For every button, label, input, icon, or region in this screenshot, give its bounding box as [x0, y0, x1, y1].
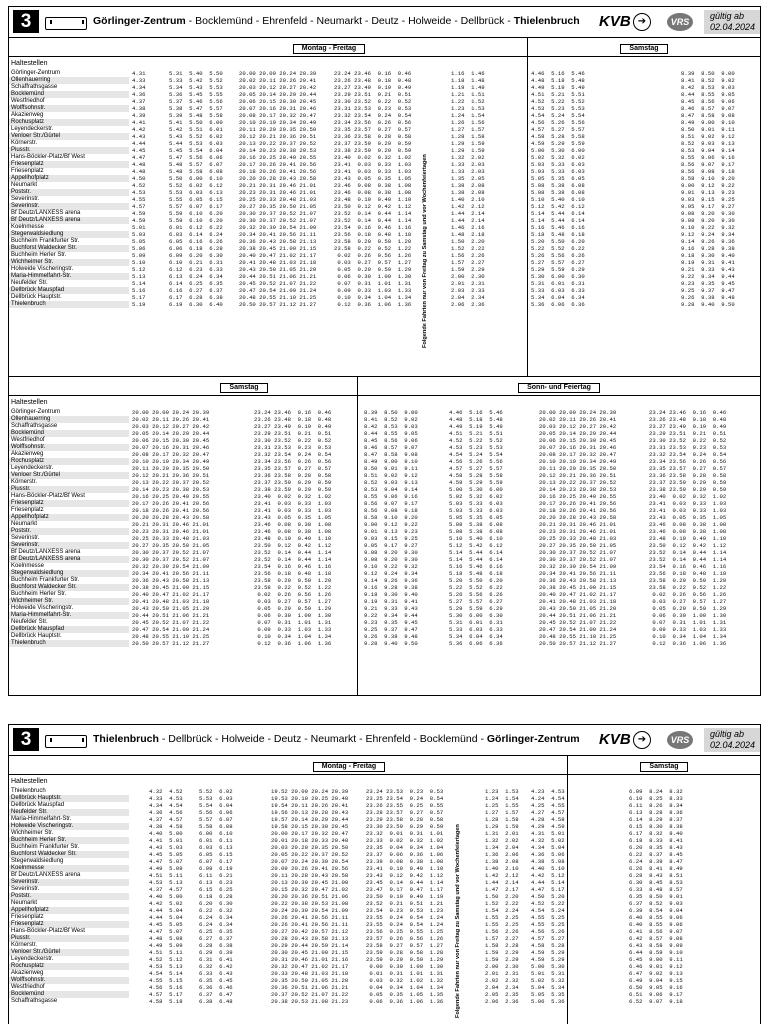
stop-name: Appellhofplatz	[11, 175, 49, 181]
stop-name: Friesenplatz	[11, 914, 44, 920]
tram-icon	[45, 17, 87, 30]
stop-name: Buchheim Herler Str.	[11, 252, 67, 258]
route-origin-2: Thielenbruch	[93, 733, 159, 745]
timetable-sheet-outbound	[8, 6, 761, 696]
stops-heading-3: Haltestellen	[11, 778, 48, 785]
stop-name: Neumarkt	[11, 182, 38, 188]
vrs-logo-2: VRS	[667, 731, 693, 749]
stop-name: Thielenbruch	[11, 788, 46, 794]
stop-name: Thielenbruch	[11, 640, 46, 646]
stop-name: Stegerwaldsiedlung	[11, 231, 64, 237]
stop-name: Severinstr.	[11, 886, 40, 892]
section-weekend	[9, 376, 760, 695]
stop-name: Maria-Himmelfahrt-Str.	[11, 816, 72, 822]
vertical-note: Folgende Fahrten nur von Freitag zu Samstag und vor Wochenfeiertagen	[422, 154, 428, 348]
timetable-sheet-inbound	[8, 724, 761, 1024]
stop-name: Bocklemünd	[11, 91, 45, 97]
stop-name: Severinstr.	[11, 535, 40, 541]
stop-name: Dellbrück Mauspfad	[11, 802, 65, 808]
stop-name: Maria-Himmelfahrt-Str.	[11, 273, 72, 279]
validity-box-2	[704, 728, 760, 752]
stop-name: Wolffsohnstr.	[11, 105, 46, 111]
times-col-s4: 4.46 5.16 5.46 4.48 5.18 5.48 4.49 5.19 5.49 4.51 5.21 5.51 4.52 5.22 5.52 4.53 5.23 5.53 4.54 5.24 5.54 4.56 5.26 5.56 4.57 5.27 5.57 4.58 5.28 5.58 4.59 5.29 5.59 5.00 5.30 6.00 5.02 5.32 6.02 5.03 5.33 6.03 5.03 5.33 6.03 5.05 5.35 6.05 5.08 5.38 6.08 5.08 5.38 6.08 5.10 5.40 6.10 5.12 5.42 6.12 5.14 5.44 6.14 5.14 5.44 6.14 5.16 5.46 6.16 5.18 5.48 6.18 5.20 5.50 6.20 5.22 5.52 6.22 5.26 5.56 6.26 5.27 5.57 6.27 5.29 5.59 6.29 5.30 6.00 6.30 5.31 6.01 6.31 5.33 6.03 6.33 5.34 6.04 6.34 5.36 6.06 6.36	[449, 409, 503, 647]
times-col-s2: 23.24 23.46 0.16 0.46 23.26 23.48 0.18 0.48 23.27 23.49 0.19 0.49 23.29 23.51 0.21 0.51 23.30 23.52 0.22 0.52 23.31 23.53 0.23 0.53 23.32 23.54 0.24 0.54 23.34 23.56 0.26 0.56 23.35 23.57 0.27 0.57 23.36 23.58 0.28 0.58 23.37 23.59 0.29 0.59 23.38 23.59 0.29 0.59 23.40 0.02 0.32 1.02 23.41 0.03 0.33 1.03 23.41 0.03 0.33 1.03 23.43 0.05 0.35 1.05 23.46 0.08 0.38 1.08 23.46 0.08 0.38 1.08 23.48 0.10 0.40 1.10 23.50 0.12 0.42 1.12 23.52 0.14 0.44 1.14 23.52 0.14 0.44 1.14 23.54 0.16 0.46 1.16 23.56 0.18 0.48 1.18 23.58 0.20 0.50 1.20 23.58 0.22 0.52 1.22 0.02 0.26 0.56 1.26 0.03 0.27 0.57 1.27 0.05 0.29 0.59 1.29 0.06 0.30 1.00 1.30 0.07 0.31 1.01 1.31 0.09 0.33 1.03 1.33 0.10 0.34 1.04 1.34 0.12 0.36 1.06 1.36	[254, 409, 332, 647]
stop-name: Friesenplatz	[11, 168, 44, 174]
header-weekday-2: Montag - Freitag	[129, 762, 569, 772]
stop-name: Leyendeckerstr.	[11, 465, 54, 471]
header-saturday-3: Samstag	[569, 762, 759, 772]
stop-name: Körnerstr.	[11, 942, 38, 948]
stop-name: Görlinger-Zentrum	[11, 409, 61, 415]
times-col-7: 8.39 8.50 9.00 8.41 8.52 9.02 8.42 8.53 9.03 8.44 8.55 9.05 8.45 8.56 9.06 8.46 8.57 9.07 8.47 8.58 9.08 8.49 9.00 9.10 8.50 9.01 9.11 8.51 9.02 9.12 8.52 9.03 9.13 8.53 9.04 9.14 8.55 9.06 9.16 8.56 9.07 9.17 8.56 9.08 9.18 8.58 9.10 9.20 9.00 9.12 9.22 9.01 9.13 9.23 9.03 9.15 9.25 9.05 9.17 9.27 9.08 9.20 9.30 9.08 9.20 9.30 9.10 9.22 9.32 9.12 9.24 9.34 9.14 9.26 9.36 9.16 9.28 9.38 9.18 9.30 9.40 9.19 9.31 9.41 9.21 9.33 9.43 9.22 9.34 9.44 9.23 9.35 9.45 9.25 9.37 9.47 9.26 9.38 9.48 9.28 9.40 9.50	[681, 70, 735, 308]
section-weekday	[9, 38, 760, 376]
stop-name: Akazienweg	[11, 112, 44, 118]
stop-name: Akazienweg	[11, 451, 44, 457]
stop-name: Holweide Vischeringstr.	[11, 605, 74, 611]
stop-name: Wichheimer Str.	[11, 598, 54, 604]
stop-name: Akazienweg	[11, 970, 44, 976]
times-col-s1: 20.00 20.09 20.24 20.39 20.02 20.11 20.26 20.41 20.03 20.12 20.27 20.42 20.05 20.14 20.29 20.44 20.06 20.15 20.30 20.45 20.07 20.16 20.31 20.46 20.08 20.17 20.32 20.47 20.10 20.19 20.34 20.49 20.11 20.20 20.35 20.50 20.12 20.21 20.36 20.51 20.13 20.22 20.37 20.52 20.14 20.23 20.38 20.53 20.16 20.25 20.40 20.55 20.17 20.26 20.41 20.56 20.18 20.26 20.41 20.56 20.20 20.28 20.43 20.58 20.21 20.31 20.46 21.01 20.23 20.31 20.46 21.01 20.25 20.33 20.48 21.03 20.27 20.35 20.50 21.05 20.30 20.37 20.52 21.07 20.30 20.37 20.52 21.07 20.32 20.39 20.54 21.09 20.34 20.41 20.56 21.11 20.36 20.43 20.58 21.13 20.38 20.45 21.00 21.15 20.40 20.47 21.02 21.17 20.41 20.48 21.03 21.18 20.43 20.50 21.05 21.20 20.44 20.51 21.06 21.21 20.45 20.52 21.07 21.22 20.47 20.54 21.09 21.24 20.48 20.55 21.10 21.25 20.50 20.57 21.12 21.27	[132, 409, 210, 647]
times-col-s5: 20.00 20.09 20.24 20.39 20.02 20.11 20.26 20.41 20.03 20.12 20.27 20.42 20.05 20.14 20.29 20.44 20.06 20.15 20.30 20.45 20.07 20.16 20.31 20.46 20.08 20.17 20.32 20.47 20.10 20.19 20.34 20.49 20.11 20.20 20.35 20.50 20.12 20.21 20.36 20.51 20.13 20.22 20.37 20.52 20.14 20.23 20.38 20.53 20.16 20.25 20.40 20.55 20.17 20.26 20.41 20.56 20.18 20.26 20.41 20.56 20.20 20.28 20.43 20.58 20.21 20.31 20.46 21.01 20.23 20.31 20.46 21.01 20.25 20.33 20.48 21.03 20.27 20.35 20.50 21.05 20.30 20.37 20.52 21.07 20.30 20.37 20.52 21.07 20.32 20.39 20.54 21.09 20.34 20.41 20.56 21.11 20.36 20.43 20.58 21.13 20.38 20.45 21.00 21.15 20.40 20.47 21.02 21.17 20.41 20.48 21.03 21.18 20.43 20.50 21.05 21.20 20.44 20.51 21.06 21.21 20.45 20.52 21.07 21.22 20.47 20.54 21.09 21.24 20.48 20.55 21.10 21.25 20.50 20.57 21.12 21.27	[539, 409, 617, 647]
stop-name: Holweide Vischeringstr.	[11, 823, 74, 829]
route-via: - Bocklemünd - Ehrenfeld - Neumarkt - Deutz - Holweide - Dellbrück -	[185, 15, 514, 27]
stop-name: Holweide Vischeringstr.	[11, 266, 74, 272]
stop-name: Westfriedhof	[11, 98, 45, 104]
stop-name: Neumarkt	[11, 521, 38, 527]
validity-date-2: 02.04.2024	[710, 740, 756, 750]
times-col-b3: 19.52 20.09 20.24 20.39 19.53 20.10 20.25 20.40 19.54 20.11 20.26 20.41 19.56 20.13 20.28 20.43 19.57 20.14 20.29 20.44 19.58 20.15 20.30 20.45 20.00 20.17 20.32 20.47 20.01 20.18 20.33 20.48 20.03 20.20 20.35 20.50 20.05 20.22 20.37 20.52 20.07 20.24 20.39 20.54 20.09 20.26 20.41 20.56 20.11 20.28 20.43 20.58 20.13 20.30 20.45 21.00 20.15 20.32 20.47 21.02 20.20 20.36 20.51 21.06 20.22 20.38 20.53 21.08 20.24 20.39 20.54 21.09 20.26 20.41 20.56 21.11 20.26 20.41 20.56 21.11 20.27 20.42 20.57 21.12 20.28 20.43 20.58 21.13 20.29 20.44 20.59 21.14 20.30 20.45 21.00 21.15 20.31 20.46 21.01 21.16 20.32 20.47 21.02 21.17 20.33 20.48 21.03 21.18 20.35 20.50 21.05 21.20 20.36 20.51 21.06 21.21 20.37 20.52 21.07 21.22 20.38 20.53 21.08 21.23	[271, 788, 349, 1005]
stop-name: Stegerwaldsiedlung	[11, 570, 64, 576]
kvb-logo-2: KVB	[599, 731, 631, 748]
stop-name: Körnerstr.	[11, 479, 38, 485]
stop-name: Westfriedhof	[11, 437, 45, 443]
stop-name: Dellbrück Hauptstr.	[11, 294, 62, 300]
stop-name: Hans-Böckler-Platz/Bf West	[11, 154, 85, 160]
stop-name: Bf Deutz/LANXESS arena	[11, 549, 81, 555]
stop-name: Hans-Böckler-Platz/Bf West	[11, 928, 85, 934]
stop-name: Görlinger-Zentrum	[11, 70, 61, 76]
stop-name: Neufelder Str.	[11, 619, 48, 625]
stop-name: Wolffsohnstr.	[11, 977, 46, 983]
times-col-b4: 23.24 23.53 0.23 0.53 23.25 23.54 0.24 0.54 23.26 23.55 0.25 0.55 23.28 23.57 0.27 0.57 23.29 23.58 0.28 0.58 23.30 23.59 0.29 0.59 23.32 0.01 0.31 1.01 23.33 0.02 0.32 1.02 23.35 0.04 0.34 1.04 23.37 0.06 0.36 1.06 23.39 0.08 0.38 1.08 23.41 0.10 0.40 1.10 23.43 0.12 0.42 1.12 23.45 0.14 0.44 1.14 23.47 0.17 0.47 1.17 23.50 0.19 0.49 1.19 23.52 0.21 0.51 1.21 23.54 0.23 0.53 1.23 23.55 0.24 0.54 1.24 23.55 0.24 0.54 1.24 23.56 0.25 0.55 1.25 23.57 0.26 0.56 1.26 23.58 0.27 0.57 1.27 23.59 0.28 0.58 1.28 23.59 0.29 0.59 1.29 0.00 0.30 1.00 1.30 0.01 0.31 1.01 1.31 0.03 0.32 1.02 1.32 0.04 0.34 1.04 1.34 0.05 0.35 1.05 1.35 0.06 0.36 1.06 1.36	[366, 788, 444, 1005]
route-via-2: - Dellbrück - Holweide - Deutz - Neumarkt - Ehrenfeld - Bocklemünd -	[158, 733, 487, 745]
route-title	[93, 15, 580, 27]
stop-name: Neufelder Str.	[11, 280, 48, 286]
stop-name: Dellbrück Hauptstr.	[11, 633, 62, 639]
stop-name: Friesenplatz	[11, 161, 44, 167]
stop-name: Dellbrück Mauspfad	[11, 287, 65, 293]
sheet-header-2	[9, 725, 760, 756]
stop-name: Wolffsohnstr.	[11, 444, 46, 450]
stop-name: Stegerwaldsiedlung	[11, 858, 64, 864]
arrow-right-icon-2: ➔	[633, 731, 651, 749]
times-col-b7: 6.09 8.24 8.32 6.10 8.25 8.33 6.11 8.26 8.34 6.13 8.28 8.36 6.14 8.29 8.37 6.15 8.30 8.38 6.17 8.32 8.40 6.18 8.33 8.41 6.20 8.35 8.43 6.22 8.37 8.45 6.24 8.39 8.47 6.26 8.41 8.49 6.28 8.43 8.51 6.30 8.45 8.53 6.33 8.48 8.57 6.35 8.50 9.01 6.37 8.52 9.03 6.39 8.54 9.04 6.40 8.55 9.06 6.40 8.55 9.06 6.41 8.56 9.07 6.42 8.57 9.08 6.43 8.58 9.09 6.44 8.59 9.10 6.45 9.00 9.11 6.46 9.01 9.12 6.47 9.02 9.13 6.49 9.04 9.15 6.50 9.05 9.16 6.51 9.06 9.17 6.52 9.07 9.18	[629, 788, 683, 1005]
stop-name: Bf Deutz/LANXESS arena	[11, 872, 81, 878]
stop-name: Ollenhauerring	[11, 416, 51, 422]
times-col-s6: 23.24 23.46 0.16 0.46 23.26 23.48 0.18 0.48 23.27 23.49 0.19 0.49 23.29 23.51 0.21 0.51 23.30 23.52 0.22 0.52 23.31 23.53 0.23 0.53 23.32 23.54 0.24 0.54 23.34 23.56 0.26 0.56 23.35 23.57 0.27 0.57 23.36 23.58 0.28 0.58 23.37 23.59 0.29 0.59 23.38 23.59 0.29 0.59 23.40 0.02 0.32 1.02 23.41 0.03 0.33 1.03 23.41 0.03 0.33 1.03 23.43 0.05 0.35 1.05 23.46 0.08 0.38 1.08 23.46 0.08 0.38 1.08 23.48 0.10 0.40 1.10 23.50 0.12 0.42 1.12 23.52 0.14 0.44 1.14 23.52 0.14 0.44 1.14 23.54 0.16 0.46 1.16 23.56 0.18 0.48 1.18 23.58 0.20 0.50 1.20 23.58 0.22 0.52 1.22 0.02 0.26 0.56 1.26 0.03 0.27 0.57 1.27 0.05 0.29 0.59 1.29 0.06 0.30 1.00 1.30 0.07 0.31 1.01 1.31 0.09 0.33 1.03 1.33 0.10 0.34 1.04 1.34 0.12 0.36 1.06 1.36	[649, 409, 727, 647]
stop-name: Severinstr.	[11, 203, 40, 209]
stop-name: Appellhofplatz	[11, 907, 49, 913]
route-destination-2: Görlinger-Zentrum	[486, 733, 580, 745]
stop-name: Neufelder Str.	[11, 809, 48, 815]
stop-name: Leyendeckerstr.	[11, 126, 54, 132]
stop-name: Neumarkt	[11, 900, 38, 906]
kvb-logo: KVB	[599, 13, 631, 30]
stop-name: Piusstr.	[11, 147, 31, 153]
stop-name: Poststr.	[11, 189, 32, 195]
stops-heading: Haltestellen	[11, 60, 48, 67]
stop-name: Buchheim Frankfurter Str.	[11, 238, 80, 244]
header-weekday: Montag - Freitag	[129, 44, 529, 54]
stop-name: Venloer Str./Gürtel	[11, 133, 61, 139]
stop-name: Bf Deutz/LANXESS arena	[11, 210, 81, 216]
times-col-3: 20.00 20.09 20.24 20.39 20.02 20.11 20.26 20.41 20.03 20.12 20.27 20.42 20.05 20.14 20.29 20.44 20.06 20.15 20.30 20.45 20.07 20.16 20.31 20.46 20.08 20.17 20.32 20.47 20.10 20.19 20.34 20.49 20.11 20.20 20.35 20.50 20.12 20.21 20.36 20.51 20.13 20.22 20.37 20.52 20.14 20.23 20.38 20.53 20.16 20.25 20.40 20.55 20.17 20.26 20.41 20.56 20.18 20.26 20.41 20.56 20.20 20.28 20.43 20.58 20.21 20.31 20.46 21.01 20.23 20.31 20.46 21.01 20.25 20.33 20.48 21.03 20.27 20.35 20.50 21.05 20.30 20.37 20.52 21.07 20.30 20.37 20.52 21.07 20.32 20.39 20.54 21.09 20.34 20.41 20.56 21.11 20.36 20.43 20.58 21.13 20.38 20.45 21.00 21.15 20.40 20.47 21.02 21.17 20.41 20.48 21.03 21.18 20.43 20.50 21.05 21.20 20.44 20.51 21.06 21.21 20.45 20.52 21.07 21.22 20.47 20.54 21.09 21.24 20.48 20.55 21.10 21.25 20.50 20.57 21.12 21.27	[239, 70, 317, 308]
stop-name: Appellhofplatz	[11, 514, 49, 520]
stop-name: Buchforst Waldecker Str.	[11, 584, 77, 590]
times-col-b5: 1.23 1.53 1.24 1.54 1.25 1.55 1.27 1.57 1.28 1.58 1.29 1.59 1.31 2.01 1.32 2.02 1.34 2.04 1.36 2.06 1.38 2.08 1.40 2.10 1.42 2.12 1.44 2.14 1.47 2.17 1.50 2.20 1.52 2.22 1.54 2.24 1.55 2.25 1.55 2.25 1.56 2.26 1.57 2.27 1.58 2.28 1.59 2.29 1.59 2.29 2.00 2.30 2.01 2.31 2.02 2.32 2.04 2.34 2.05 2.35 2.06 2.36	[485, 788, 519, 1005]
stop-name: Buchheim Herler Str.	[11, 837, 67, 843]
stop-name: Venloer Str./Gürtel	[11, 949, 61, 955]
stop-name: Bocklemünd	[11, 430, 45, 436]
stop-name: Venloer Str./Gürtel	[11, 472, 61, 478]
stop-name: Piusstr.	[11, 486, 31, 492]
times-col-6: 4.46 5.16 5.46 4.48 5.18 5.48 4.49 5.19 5.49 4.51 5.21 5.51 4.52 5.22 5.52 4.53 5.23 5.53 4.54 5.24 5.54 4.56 5.26 5.56 4.57 5.27 5.57 4.58 5.28 5.58 4.59 5.29 5.59 5.00 5.30 6.00 5.02 5.32 6.02 5.03 5.33 6.03 5.03 5.33 6.03 5.05 5.35 6.05 5.08 5.38 6.08 5.08 5.38 6.08 5.10 5.40 6.10 5.12 5.42 6.12 5.14 5.44 6.14 5.14 5.44 6.14 5.16 5.46 6.16 5.18 5.48 6.18 5.20 5.50 6.20 5.22 5.52 6.22 5.26 5.56 6.26 5.27 5.57 6.27 5.29 5.59 6.29 5.30 6.00 6.30 5.31 6.01 6.31 5.33 6.03 6.33 5.34 6.04 6.34 5.36 6.06 6.36	[531, 70, 585, 308]
arrow-right-icon: ➔	[633, 13, 651, 31]
stop-name: Koelnmesse	[11, 224, 45, 230]
stop-name: Severinstr.	[11, 542, 40, 548]
stop-name: Friesenplatz	[11, 507, 44, 513]
stop-name: Wichheimer Str.	[11, 830, 54, 836]
validity-label: gültig ab	[710, 11, 745, 21]
vrs-logo: VRS	[667, 13, 693, 31]
vertical-note-2: Folgende Fahrten nur von Freitag zu Samstag und vor Wochenfeiertagen	[455, 824, 461, 1018]
stop-name: Buchheim Frankfurter Str.	[11, 577, 80, 583]
stop-name: Rochusplatz	[11, 458, 45, 464]
stop-name: Schaffrathsgasse	[11, 998, 58, 1004]
times-col-s3: 8.39 8.50 9.00 8.41 8.52 9.02 8.42 8.53 9.03 8.44 8.55 9.05 8.45 8.56 9.06 8.46 8.57 9.07 8.47 8.58 9.08 8.49 9.00 9.10 8.50 9.01 9.11 8.51 9.02 9.12 8.52 9.03 9.13 8.53 9.04 9.14 8.55 9.06 9.16 8.56 9.07 9.17 8.56 9.08 9.18 8.58 9.10 9.20 9.00 9.12 9.22 9.01 9.13 9.23 9.03 9.15 9.25 9.05 9.17 9.27 9.08 9.20 9.30 9.08 9.20 9.30 9.10 9.22 9.32 9.12 9.24 9.34 9.14 9.26 9.36 9.16 9.28 9.38 9.18 9.30 9.40 9.19 9.31 9.41 9.21 9.33 9.43 9.22 9.34 9.44 9.23 9.35 9.45 9.25 9.37 9.47 9.26 9.38 9.48 9.28 9.40 9.50	[364, 409, 418, 647]
stop-name: Rochusplatz	[11, 963, 45, 969]
stop-name: Körnerstr.	[11, 140, 38, 146]
stop-name: Rochusplatz	[11, 119, 45, 125]
tram-icon-2	[45, 735, 87, 748]
stop-name: Poststr.	[11, 893, 32, 899]
stop-name: Buchheim Frankfurter Str.	[11, 844, 80, 850]
stop-name: Koelnmesse	[11, 865, 45, 871]
validity-label-2: gültig ab	[710, 729, 745, 739]
sheet-header	[9, 7, 760, 38]
header-saturday-2: Samstag	[129, 383, 359, 393]
stop-name: Poststr.	[11, 528, 32, 534]
route-title-2	[93, 733, 580, 745]
line-number-badge-2: 3	[13, 728, 39, 751]
stop-name: Severinstr.	[11, 196, 40, 202]
stop-name: Schaffrathsgasse	[11, 84, 58, 90]
stop-name: Piusstr.	[11, 935, 31, 941]
route-origin: Görlinger-Zentrum	[93, 15, 186, 27]
stop-name: Leyendeckerstr.	[11, 956, 54, 962]
header-saturday: Samstag	[529, 44, 759, 54]
stop-name: Ollenhauerring	[11, 77, 51, 83]
line-number-badge: 3	[13, 10, 39, 33]
validity-box	[704, 10, 760, 34]
section-weekday-2	[9, 756, 760, 1024]
times-col-2: 5.31 5.40 5.50 5.33 5.42 5.52 5.34 5.43 5.53 5.36 5.45 5.55 5.37 5.46 5.56 5.38 5.47 5.57 5.39 5.48 5.58 5.41 5.50 6.00 5.42 5.51 6.01 5.43 5.52 6.02 5.44 5.53 6.03 5.45 5.54 6.04 5.47 5.56 6.06 5.48 5.57 6.07 5.48 5.58 6.08 5.50 6.00 6.10 5.52 6.02 6.12 5.53 6.03 6.13 5.55 6.05 6.15 5.57 6.07 6.17 5.59 6.10 6.20 5.59 6.10 6.20 6.01 6.12 6.22 6.03 6.14 6.24 6.05 6.16 6.26 6.06 6.18 6.28 6.09 6.20 6.30 6.10 6.21 6.31 6.12 6.23 6.33 6.13 6.24 6.34 6.14 6.25 6.35 6.16 6.27 6.37 6.17 6.28 6.38 6.19 6.30 6.40	[169, 70, 223, 308]
times-col-4: 23.24 23.46 0.16 0.46 23.26 23.48 0.18 0.48 23.27 23.49 0.19 0.49 23.29 23.51 0.21 0.51 23.30 23.52 0.22 0.52 23.31 23.53 0.23 0.53 23.32 23.54 0.24 0.54 23.34 23.56 0.26 0.56 23.35 23.57 0.27 0.57 23.36 23.58 0.28 0.58 23.37 23.59 0.29 0.59 23.38 23.59 0.29 0.59 23.40 0.02 0.32 1.02 23.41 0.03 0.33 1.03 23.41 0.03 0.33 1.03 23.43 0.05 0.35 1.05 23.46 0.08 0.38 1.08 23.46 0.08 0.38 1.08 23.48 0.10 0.40 1.10 23.50 0.12 0.42 1.12 23.52 0.14 0.44 1.14 23.52 0.14 0.44 1.14 23.54 0.16 0.46 1.16 23.56 0.18 0.48 1.18 23.58 0.20 0.50 1.20 23.58 0.22 0.52 1.22 0.02 0.26 0.56 1.26 0.03 0.27 0.57 1.27 0.05 0.29 0.59 1.29 0.06 0.30 1.00 1.30 0.07 0.31 1.01 1.31 0.09 0.33 1.03 1.33 0.10 0.34 1.04 1.34 0.12 0.36 1.06 1.36	[334, 70, 412, 308]
stop-name: Wichheimer Str.	[11, 259, 54, 265]
stop-name: Thielenbruch	[11, 301, 46, 307]
stop-name: Hans-Böckler-Platz/Bf West	[11, 493, 85, 499]
stop-name: Bf Deutz/LANXESS arena	[11, 217, 81, 223]
route-destination: Thielenbruch	[513, 15, 580, 27]
times-col-b1: 4.32 4.52 4.33 4.53 4.34 4.54 4.36 4.56 4.37 4.57 4.38 4.58 4.40 5.00 4.41 5.01 4.43 5.03 4.45 5.05 4.47 5.07 4.49 5.09 4.51 5.11 4.53 5.13 4.37 4.57 4.40 5.00 4.42 5.02 4.44 5.04 4.44 5.04 4.45 5.05 4.47 5.07 4.48 5.08 4.49 5.09 4.51 5.11 4.52 5.12 4.53 5.13 4.54 5.14 4.55 5.15 4.56 5.16 4.57 5.17 4.58 5.18	[149, 788, 183, 1005]
times-col-b2: 5.52 6.02 5.53 6.03 5.54 6.04 5.56 6.06 5.57 6.07 5.58 6.08 6.00 6.10 6.01 6.11 6.03 6.13 6.05 6.15 6.07 6.17 6.09 6.19 6.11 6.21 6.13 6.23 6.15 6.25 6.18 6.28 6.20 6.30 6.22 6.32 6.24 6.34 6.24 6.34 6.25 6.35 6.27 6.37 6.28 6.38 6.29 6.39 6.31 6.41 6.32 6.42 6.33 6.43 6.35 6.45 6.36 6.46 6.37 6.47 6.38 6.48	[199, 788, 233, 1005]
stop-name: Severinstr.	[11, 879, 40, 885]
stop-name: Bf Deutz/LANXESS arena	[11, 556, 81, 562]
validity-date: 02.04.2024	[710, 22, 756, 32]
stop-name: Buchforst Waldecker Str.	[11, 245, 77, 251]
stop-name: Buchforst Waldecker Str.	[11, 851, 77, 857]
header-sunday: Sonn- und Feiertag	[359, 383, 759, 393]
times-col-b6: 4.23 4.53 4.24 4.54 4.25 4.55 4.27 4.57 4.28 4.58 4.29 4.59 4.31 5.01 4.32 5.02 4.34 5.04 4.36 5.06 4.38 5.08 4.40 5.10 4.42 5.12 4.44 5.14 4.47 5.17 4.50 5.20 4.52 5.22 4.54 5.24 4.55 5.25 4.55 5.25 4.56 5.26 4.57 5.27 4.58 5.28 4.59 5.29 4.59 5.29 5.00 5.30 5.01 5.31 5.02 5.32 5.04 5.34 5.05 5.35 5.06 5.36	[531, 788, 565, 1005]
stops-heading-2: Haltestellen	[11, 399, 48, 406]
stop-name: Buchheim Herler Str.	[11, 591, 67, 597]
stop-name: Dellbrück Mauspfad	[11, 626, 65, 632]
stop-name: Westfriedhof	[11, 984, 45, 990]
stop-name: Bocklemünd	[11, 991, 45, 997]
stop-name: Maria-Himmelfahrt-Str.	[11, 612, 72, 618]
times-col-5: 1.16 1.46 1.18 1.48 1.19 1.49 1.21 1.51 1.22 1.52 1.23 1.53 1.24 1.54 1.26 1.56 1.27 1.57 1.28 1.58 1.29 1.59 1.29 1.59 1.32 2.02 1.33 2.03 1.33 2.03 1.35 2.05 1.38 2.08 1.38 2.08 1.40 2.10 1.42 2.12 1.44 2.14 1.44 2.14 1.46 2.16 1.48 2.18 1.50 2.20 1.52 2.22 1.56 2.26 1.57 2.27 1.59 2.29 2.00 2.30 2.01 2.31 2.03 2.33 2.04 2.34 2.06 2.36	[451, 70, 485, 308]
stop-name: Koelnmesse	[11, 563, 45, 569]
stop-name: Friesenplatz	[11, 921, 44, 927]
stop-name: Dellbrück Hauptstr.	[11, 795, 62, 801]
stop-name: Schaffrathsgasse	[11, 423, 58, 429]
times-col-1: 4.31 4.33 4.34 4.36 4.37 4.38 4.39 4.41 4.42 4.43 4.44 4.45 4.47 4.48 4.48 4.50 4.52 4.53 4.55 4.57 4.59 4.59 5.01 5.03 5.05 5.06 5.09 5.10 5.12 5.13 5.14 5.16 5.17 5.19	[132, 70, 146, 308]
stop-name: Friesenplatz	[11, 500, 44, 506]
